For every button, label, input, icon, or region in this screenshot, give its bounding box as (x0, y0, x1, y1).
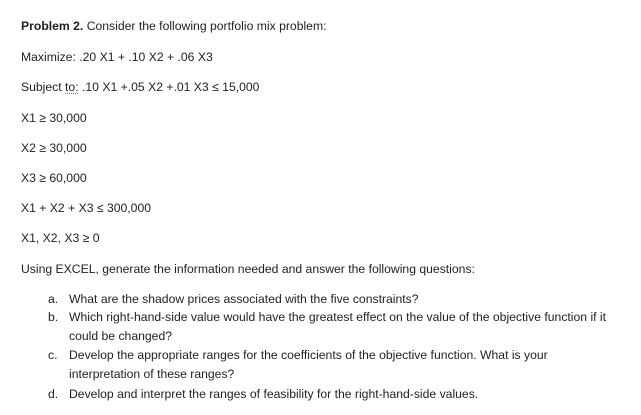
objective-function: Maximize: .20 X1 + .10 X2 + .06 X3 (21, 50, 213, 64)
problem-intro: Consider the following portfolio mix problem: (83, 19, 327, 33)
constraint-x3: X3 ≥ 60,000 (21, 171, 87, 185)
budget-constraint: .10 X1 +.05 X2 +.01 X3 ≤ 15,000 (78, 80, 260, 94)
constraint-total: X1 + X2 + X3 ≤ 300,000 (21, 201, 152, 215)
question-text: What are the shadow prices associated with the five constraints? (69, 292, 419, 306)
subject-prefix: Subject (21, 80, 66, 94)
problem-label: Problem 2. (21, 19, 84, 33)
question-letter: a. (48, 292, 59, 306)
question-d (48, 385, 623, 403)
question-b (48, 308, 623, 344)
question-text: Develop and interpret the ranges of feasibility for the right-hand-side values. (69, 387, 479, 401)
constraint-nonnegativity: X1, X2, X3 ≥ 0 (21, 231, 100, 245)
subject-to-word: to: (65, 80, 79, 94)
question-letter: d. (48, 387, 59, 401)
subject-to-line (21, 80, 259, 95)
problem-heading (21, 19, 327, 34)
instructions-text: Using EXCEL, generate the information needed and answer the following questions: (21, 262, 475, 276)
question-c (48, 346, 623, 382)
question-text: Which right-hand-side value would have the greatest effect on the value of the objective function if it could be changed? (69, 310, 607, 343)
question-text: Develop the appropriate ranges for the coefficients of the objective function. What is your interpretation of these ranges? (69, 348, 548, 381)
constraint-x1: X1 ≥ 30,000 (21, 111, 87, 125)
question-letter: b. (48, 310, 59, 324)
question-letter: c. (48, 348, 58, 362)
constraint-x2: X2 ≥ 30,000 (21, 141, 87, 155)
question-a (48, 290, 623, 308)
